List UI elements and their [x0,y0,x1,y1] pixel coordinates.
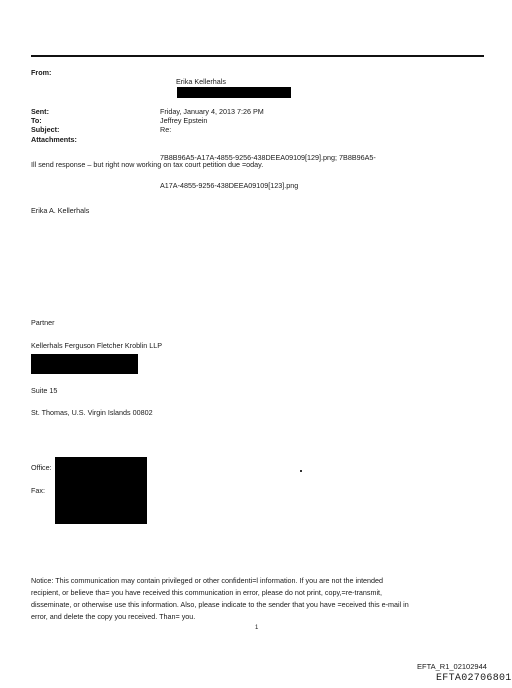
office-label: Office: [31,463,52,472]
phone-fax-redaction [55,457,147,524]
stray-mark [300,470,302,472]
address-redaction [31,354,138,374]
body-message: Ill send response – but right now working on tax court petition due =oday. [31,160,264,169]
to-value: Jeffrey Epstein [160,116,208,126]
subject-value: Re: [160,125,172,135]
from-value: Erika Kellerhals [175,77,226,87]
subject-row [31,125,491,134]
to-row [31,116,491,125]
signature-name: Erika A. Kellerhals [31,206,90,215]
signature-title: Partner [31,318,55,327]
signature-firm: Kellerhals Ferguson Fletcher Kroblin LLP [31,341,163,350]
sent-label: Sent: [31,106,49,116]
fax-label: Fax: [31,486,45,495]
from-label: From: [31,68,52,77]
header-rule [31,55,484,57]
to-label: To: [31,116,42,126]
signature-suite: Suite 15 [31,386,58,395]
page-number: 1 [255,625,259,631]
attachments-row [31,135,491,209]
from-row [31,68,491,107]
notice-line-3: disseminate, or otherwise use this information. Also, please indicate to the sender that you have =eceived this e-mail in [31,600,409,609]
notice-line-4: error, and delete the copy you received. Than= you. [31,612,196,621]
from-email-redaction [177,87,291,98]
signature-city: St. Thomas, U.S. Virgin Islands 00802 [31,408,153,417]
sent-row [31,107,491,116]
sent-value: Friday, January 4, 2013 7:26 PM [160,106,264,116]
attachments-label: Attachments: [31,134,77,144]
bates-number-large: EFTA02706801 [436,673,512,684]
notice-line-1: Notice: This communication may contain privileged or other confidenti=l information. If you are not the intended [31,576,384,585]
attachments-line-1: 7B8B96A5-A17A-4855-9256-438DEEA09109[129].png; 7B8B96A5- [160,153,376,163]
subject-label: Subject: [31,125,60,135]
confidentiality-notice [31,575,491,623]
email-header [31,68,491,209]
bates-number-small: EFTA_R1_02102944 [417,662,487,671]
notice-line-2: recipient, or believe tha= you have received this communication in error, please do not print, copy,=re-transmit, [31,588,383,597]
attachments-line-2: A17A-4855-9256-438DEEA09109[123].png [160,181,299,191]
